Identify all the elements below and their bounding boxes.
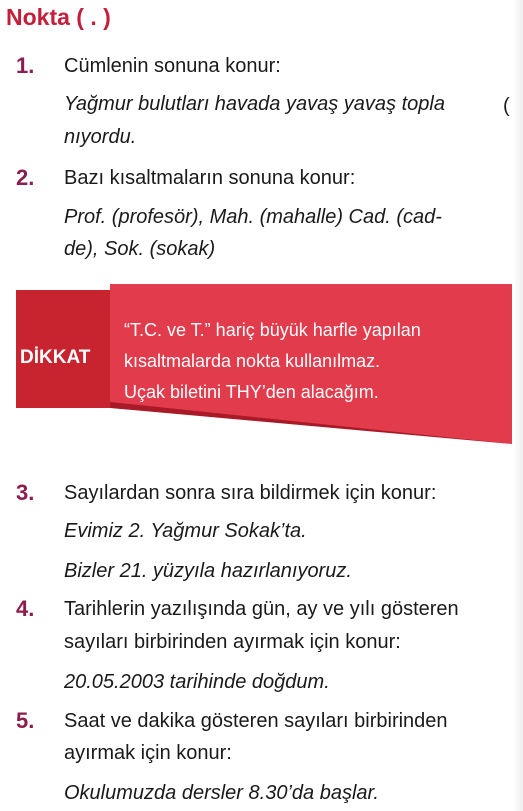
dikkat-line-1: “T.C. ve T.” hariç büyük harfle yapılan (124, 320, 421, 340)
item-number-3: 3. (16, 480, 35, 505)
item-example-1b: nıyordu. (64, 126, 137, 148)
item-rule-2: Bazı kısaltmaların sonuna konur: (64, 167, 356, 189)
item-rule-5b: ayırmak için konur: (64, 742, 232, 764)
page-edge-shade (513, 0, 523, 811)
item-example-1a: Yağmur bulutları havada yavaş yavaş topla (64, 93, 445, 115)
item-rule-4a: Tarihlerin yazılışında gün, ay ve yılı gösteren (64, 598, 459, 620)
item-cut-glyph: ( (503, 95, 510, 117)
dikkat-text (124, 315, 504, 408)
item-rule-4b: sayıları birbirinden ayırmak için konur: (64, 631, 401, 653)
item-number-5: 5. (16, 708, 35, 733)
dikkat-label: DİKKAT (20, 347, 91, 368)
dikkat-line-3: Uçak biletini THY’den alacağım. (124, 382, 379, 402)
item-number-4: 4. (16, 596, 35, 621)
dikkat-line-2: kısaltmalarda nokta kullanılmaz. (124, 351, 381, 371)
item-example-4a: 20.05.2003 tarihinde doğdum. (64, 671, 330, 693)
item-example-3a: Evimiz 2. Yağmur Sokak’ta. (64, 520, 307, 542)
item-example-2a: Prof. (profesör), Mah. (mahalle) Cad. (cad- (64, 206, 442, 228)
page-title: Nokta ( . ) (6, 4, 111, 30)
item-rule-5a: Saat ve dakika gösteren sayıları birbirinden (64, 710, 448, 732)
item-example-3b: Bizler 21. yüzyıla hazırlanıyoruz. (64, 560, 352, 582)
item-rule-1: Cümlenin sonuna konur: (64, 55, 281, 77)
item-rule-3: Sayılardan sonra sıra bildirmek için konur: (64, 482, 437, 504)
item-number-2: 2. (16, 165, 35, 190)
item-example-5a: Okulumuzda dersler 8.30’da başlar. (64, 782, 379, 804)
dikkat-box (0, 284, 523, 444)
item-example-2b: de), Sok. (sokak) (64, 238, 216, 260)
item-number-1: 1. (16, 53, 35, 78)
